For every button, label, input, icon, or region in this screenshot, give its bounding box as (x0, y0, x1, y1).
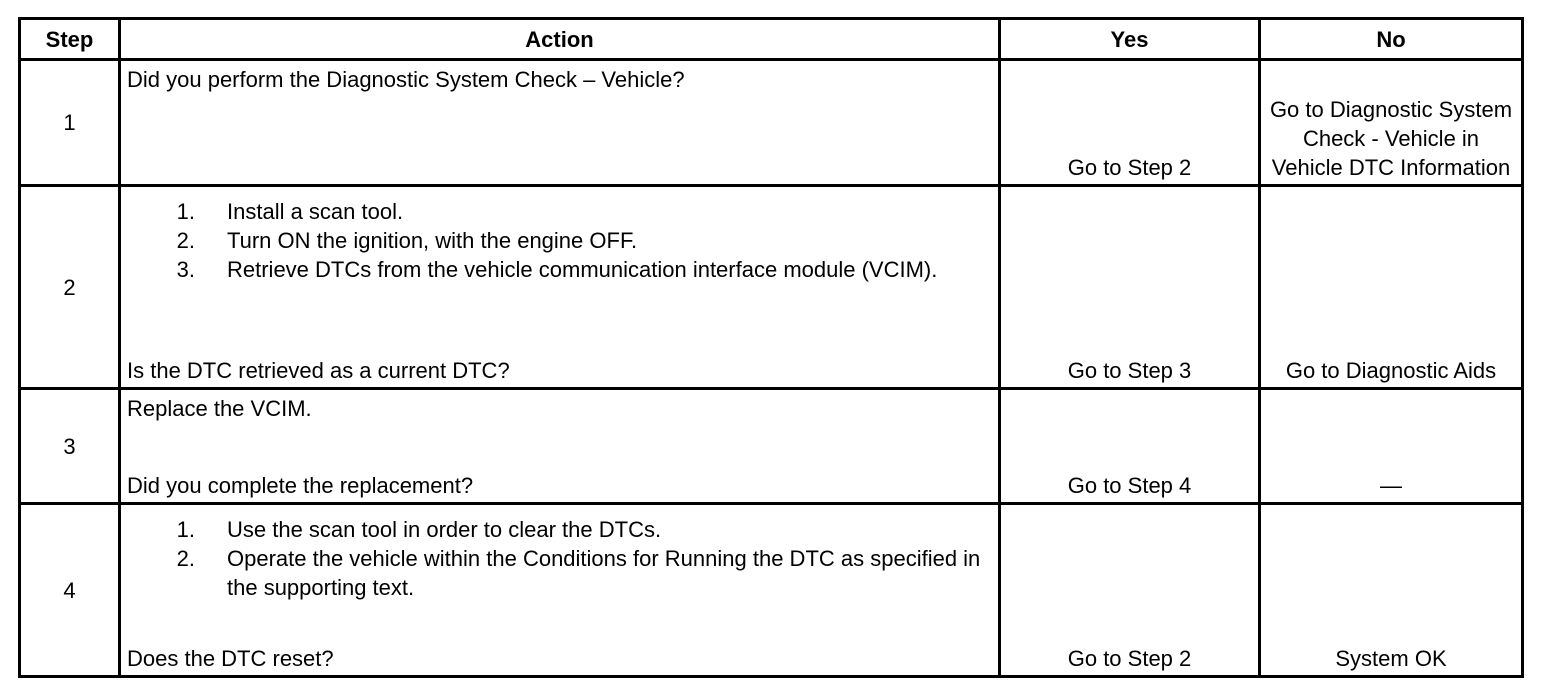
list-item: 2. Turn ON the ignition, with the engine OFF. (176, 228, 638, 253)
action-steps (127, 515, 992, 602)
action-question: Does the DTC reset? (127, 646, 334, 671)
no-text: Go to Diagnostic System Check - Vehicle in Vehicle DTC Information (1269, 97, 1513, 180)
no-text: System OK (1335, 646, 1447, 671)
yes-cell: Go to Step 2 (1000, 504, 1260, 677)
action-question: Did you complete the replacement? (127, 473, 474, 498)
list-item: 1. Install a scan tool. (176, 199, 404, 224)
table-row (20, 504, 1523, 677)
header-row (20, 19, 1523, 60)
step-number: 3 (20, 389, 120, 504)
action-intro: Replace the VCIM. (127, 396, 312, 421)
no-text: — (1380, 473, 1402, 498)
yes-cell: Go to Step 4 (1000, 389, 1260, 504)
no-text: Go to Diagnostic Aids (1285, 358, 1497, 383)
header-action: Action (120, 19, 1000, 60)
table-row (20, 186, 1523, 389)
header-yes: Yes (1000, 19, 1260, 60)
no-cell (1260, 186, 1523, 389)
diagnostic-table (18, 17, 1524, 678)
step-number: 4 (20, 504, 120, 677)
action-cell (120, 186, 1000, 389)
header-step: Step (20, 19, 120, 60)
list-item: 2. Operate the vehicle within the Conditions for Running the DTC as specified in the supporting text. (176, 546, 981, 600)
no-cell (1260, 389, 1523, 504)
no-cell (1260, 504, 1523, 677)
yes-cell: Go to Step 3 (1000, 186, 1260, 389)
action-intro: Did you perform the Diagnostic System Check – Vehicle? (127, 67, 685, 92)
table-row (20, 389, 1523, 504)
yes-cell: Go to Step 2 (1000, 60, 1260, 186)
list-item: 3. Retrieve DTCs from the vehicle communication interface module (VCIM). (176, 257, 938, 282)
list-item: 1. Use the scan tool in order to clear the DTCs. (176, 517, 662, 542)
action-cell (120, 389, 1000, 504)
action-cell (120, 504, 1000, 677)
no-cell (1260, 60, 1523, 186)
action-steps (127, 197, 992, 284)
action-cell (120, 60, 1000, 186)
action-question: Is the DTC retrieved as a current DTC? (127, 358, 510, 383)
table-row (20, 60, 1523, 186)
step-number: 1 (20, 60, 120, 186)
header-no: No (1260, 19, 1523, 60)
step-number: 2 (20, 186, 120, 389)
